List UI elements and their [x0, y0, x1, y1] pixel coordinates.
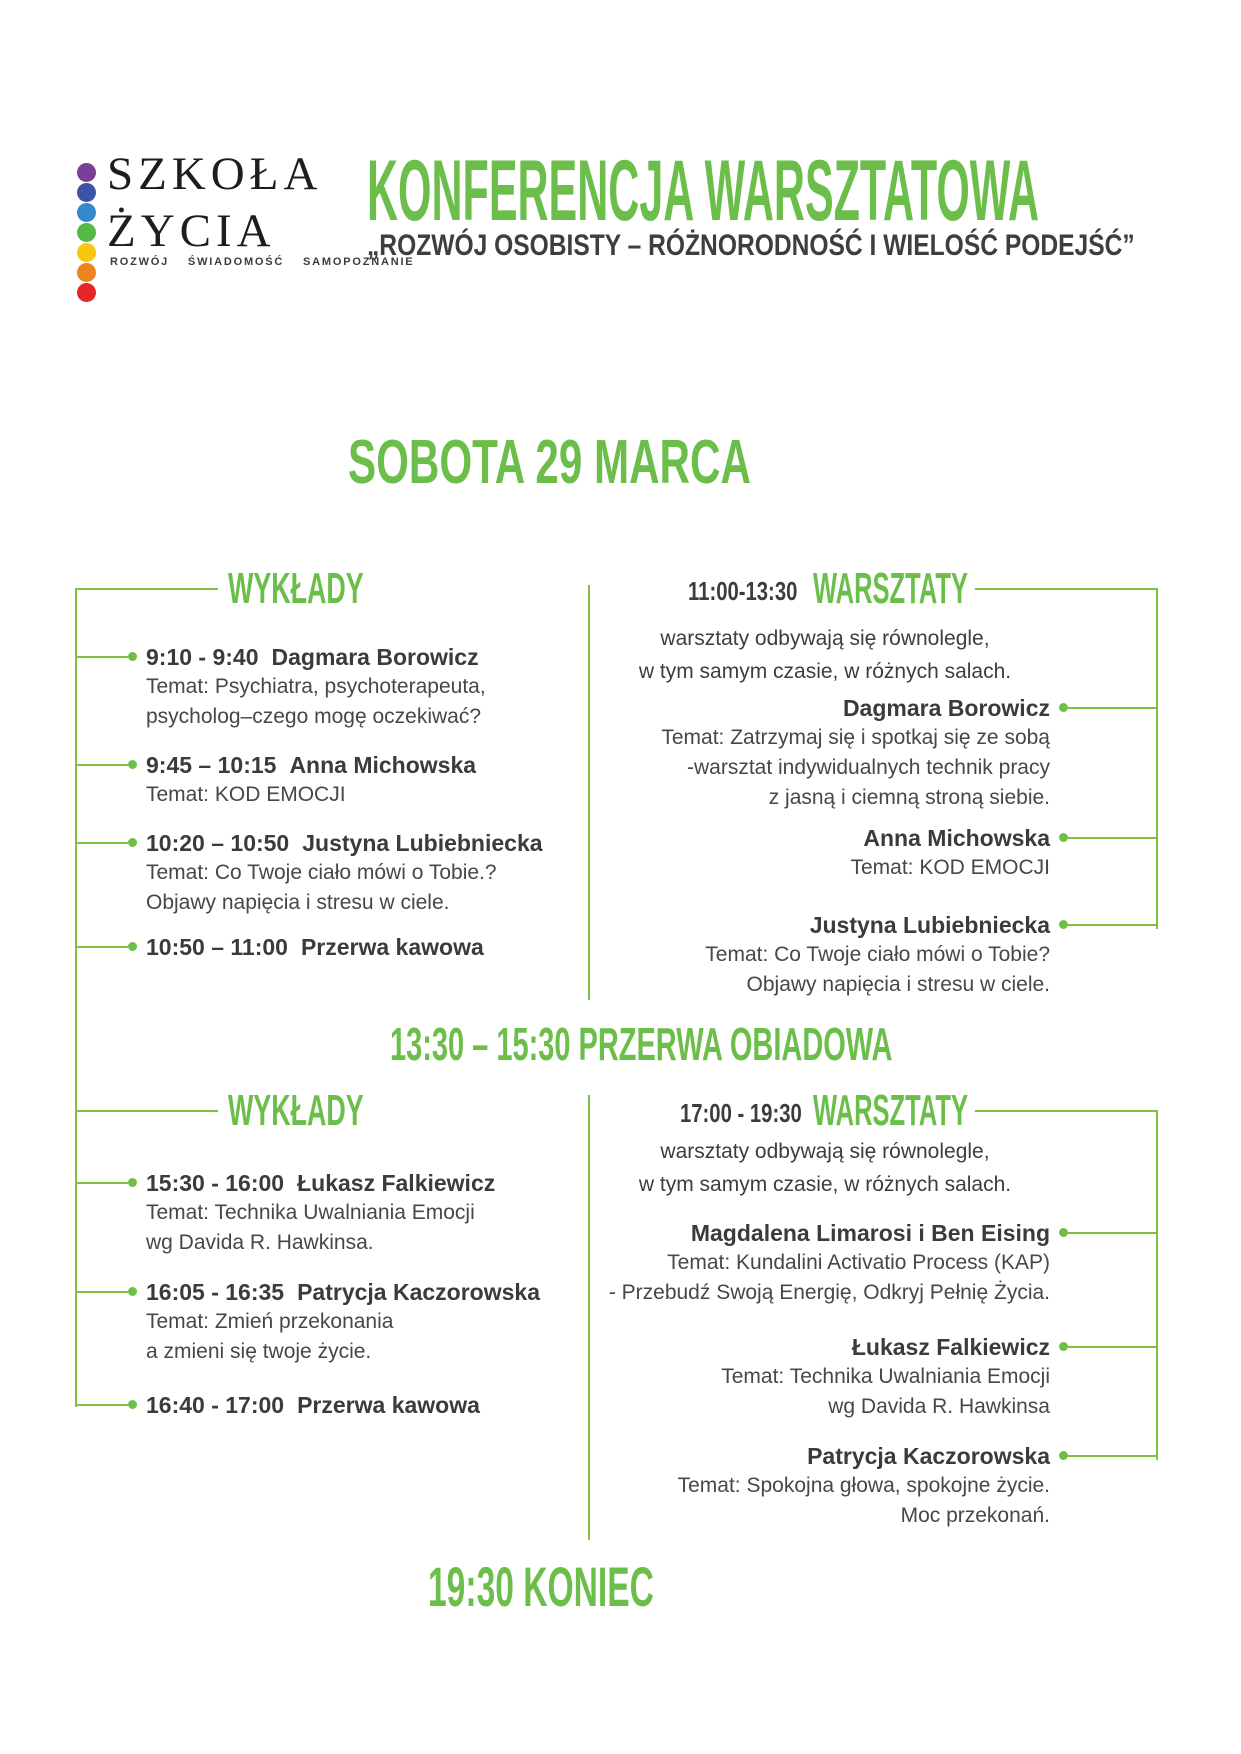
item-time: 9:45 – 10:15 — [146, 752, 277, 778]
connector-line — [1068, 1346, 1158, 1348]
bullet-dot — [128, 942, 137, 951]
bullet-dot — [1059, 920, 1068, 929]
item-topic: Temat: Psychiatra, psychoterapeuta, — [146, 675, 486, 698]
connector-line — [75, 764, 128, 766]
logo-dot — [77, 263, 96, 282]
connector-line — [1068, 837, 1158, 839]
poster-title: KONFERENCJA WARSZTATOWA — [367, 143, 1040, 239]
item-topic: z jasną i ciemną stroną siebie. — [768, 786, 1050, 809]
bullet-dot — [1059, 1342, 1068, 1351]
bullet-dot — [128, 1287, 137, 1296]
workshops2-header-line — [975, 1110, 1158, 1112]
item-topic: Objawy napięcia i stresu w ciele. — [146, 891, 450, 914]
connector-line — [75, 1182, 128, 1184]
poster-subtitle: „ROZWÓJ OSOBISTY – RÓŻNORODNOŚĆ I WIELOŚĆ PODEJŚĆ” — [367, 229, 1135, 262]
workshop-item — [721, 1332, 1050, 1422]
lunch-break-heading: 13:30 – 15:30 PRZERWA OBIADOWA — [390, 1018, 893, 1070]
item-topic: -warsztat indywidualnych technik pracy — [687, 756, 1050, 779]
item-topic: Moc przekonań. — [900, 1504, 1050, 1527]
item-speaker: Justyna Lubiebniecka — [809, 912, 1050, 938]
logo-dot — [77, 223, 96, 242]
bullet-dot — [1059, 1228, 1068, 1237]
connector-line — [75, 656, 128, 658]
lectures-bracket-line — [75, 588, 77, 1407]
item-time: 10:20 – 10:50 — [146, 830, 290, 856]
workshops2-bracket-line — [1156, 1110, 1158, 1460]
workshops1-header-line — [975, 588, 1158, 590]
item-speaker: Przerwa kawowa — [300, 934, 484, 960]
logo-word-line1: SZKOŁA — [107, 148, 323, 200]
logo-word-line2: ŻYCIA — [107, 205, 276, 257]
bullet-dot — [128, 760, 137, 769]
item-topic: Temat: Co Twoje ciało mówi o Tobie.? — [146, 861, 497, 884]
connector-line — [1068, 707, 1158, 709]
item-topic: Temat: Kundalini Activatio Process (KAP) — [667, 1251, 1050, 1274]
workshop-item — [661, 693, 1050, 813]
connector-line — [1068, 924, 1158, 926]
item-speaker: Łukasz Falkiewicz — [851, 1334, 1050, 1360]
item-time: 9:10 - 9:40 — [146, 644, 259, 670]
item-topic: a zmieni się twoje życie. — [146, 1340, 372, 1363]
item-topic: wg Davida R. Hawkinsa — [828, 1395, 1050, 1418]
item-speaker: Dagmara Borowicz — [842, 695, 1050, 721]
note-line: w tym samym czasie, w różnych salach. — [638, 660, 1012, 683]
item-topic: wg Davida R. Hawkinsa. — [146, 1231, 374, 1254]
logo-dot — [77, 183, 96, 202]
connector-line — [75, 1404, 128, 1406]
item-topic: - Przebudź Swoją Energię, Odkryj Pełnię Życia. — [608, 1281, 1050, 1304]
bullet-dot — [128, 838, 137, 847]
logo-tagline: ROZWÓJ ŚWIADOMOŚĆ SAMOPOZNANIE — [110, 256, 415, 268]
item-speaker: Justyna Lubiebniecka — [302, 830, 543, 856]
item-topic: Temat: Technika Uwalniania Emocji — [146, 1201, 475, 1224]
lecture-item — [146, 750, 476, 810]
item-topic: Temat: Technika Uwalniania Emocji — [721, 1365, 1050, 1388]
workshop-item — [678, 1441, 1050, 1531]
note-line: w tym samym czasie, w różnych salach. — [638, 1173, 1012, 1196]
note-line: warsztaty odbywają się równolegle, — [660, 1140, 990, 1163]
item-speaker: Anna Michowska — [289, 752, 477, 778]
item-time: 16:40 - 17:00 — [146, 1392, 285, 1418]
item-time: 10:50 – 11:00 — [146, 934, 288, 960]
morning-workshops-heading: WARSZTATY — [813, 564, 968, 613]
item-time: 15:30 - 16:00 — [146, 1170, 285, 1196]
lecture-item — [146, 1168, 495, 1258]
logo-dot — [77, 203, 96, 222]
connector-line — [1068, 1455, 1158, 1457]
item-topic: Objawy napięcia i stresu w ciele. — [746, 973, 1050, 996]
connector-line — [75, 946, 128, 948]
item-topic: Temat: Zatrzymaj się i spotkaj się ze sobą — [661, 726, 1050, 749]
morning-lectures-heading: WYKŁADY — [228, 564, 364, 613]
workshop-item — [850, 823, 1050, 883]
bullet-dot — [128, 652, 137, 661]
logo-dot — [77, 163, 96, 182]
workshops-note — [590, 622, 1060, 688]
item-speaker: Dagmara Borowicz — [271, 644, 479, 670]
date-heading: SOBOTA 29 MARCA — [348, 428, 751, 497]
lecture-item — [146, 828, 543, 918]
afternoon-lectures-heading: WYKŁADY — [228, 1086, 364, 1135]
workshops-note — [590, 1135, 1060, 1201]
item-topic: Temat: Co Twoje ciało mówi o Tobie? — [705, 943, 1050, 966]
item-speaker: Patrycja Kaczorowska — [807, 1443, 1050, 1469]
item-topic: Temat: Zmień przekonania — [146, 1310, 394, 1333]
bullet-dot — [128, 1178, 137, 1187]
bullet-dot — [1059, 833, 1068, 842]
workshop-item — [609, 1218, 1050, 1308]
bullet-dot — [128, 1400, 137, 1409]
logo-wordmark — [107, 146, 322, 260]
item-speaker: Przerwa kawowa — [297, 1392, 480, 1418]
item-topic: Temat: Spokojna głowa, spokojne życie. — [677, 1474, 1050, 1497]
bullet-dot — [1059, 1451, 1068, 1460]
workshop-item — [705, 910, 1050, 1000]
item-topic: Temat: KOD EMOCJI — [850, 856, 1050, 879]
bullet-dot — [1059, 703, 1068, 712]
lecture-item — [146, 932, 484, 962]
afternoon-workshops-heading: WARSZTATY — [813, 1086, 968, 1135]
morning-workshops-time: 11:00-13:30 — [688, 576, 798, 606]
connector-line — [1068, 1232, 1158, 1234]
item-speaker: Magdalena Limarosi i Ben Eising — [690, 1220, 1050, 1246]
item-speaker: Anna Michowska — [863, 825, 1050, 851]
item-speaker: Łukasz Falkiewicz — [297, 1170, 496, 1196]
logo-dot — [77, 283, 96, 302]
lectures2-header-line — [75, 1110, 218, 1112]
lecture-item — [146, 1277, 540, 1367]
end-heading: 19:30 KONIEC — [428, 1555, 654, 1618]
item-topic: Temat: KOD EMOCJI — [146, 783, 346, 806]
workshops1-bracket-line — [1156, 588, 1158, 929]
afternoon-workshops-time: 17:00 - 19:30 — [680, 1098, 802, 1128]
lecture-item — [146, 642, 486, 732]
note-line: warsztaty odbywają się równolegle, — [660, 627, 990, 650]
item-speaker: Patrycja Kaczorowska — [297, 1279, 540, 1305]
logo-dot — [77, 243, 96, 262]
item-time: 16:05 - 16:35 — [146, 1279, 285, 1305]
lectures1-header-line — [75, 588, 218, 590]
item-topic: psycholog–czego mogę oczekiwać? — [146, 705, 482, 728]
lecture-item — [146, 1390, 480, 1420]
connector-line — [75, 1291, 128, 1293]
connector-line — [75, 842, 128, 844]
